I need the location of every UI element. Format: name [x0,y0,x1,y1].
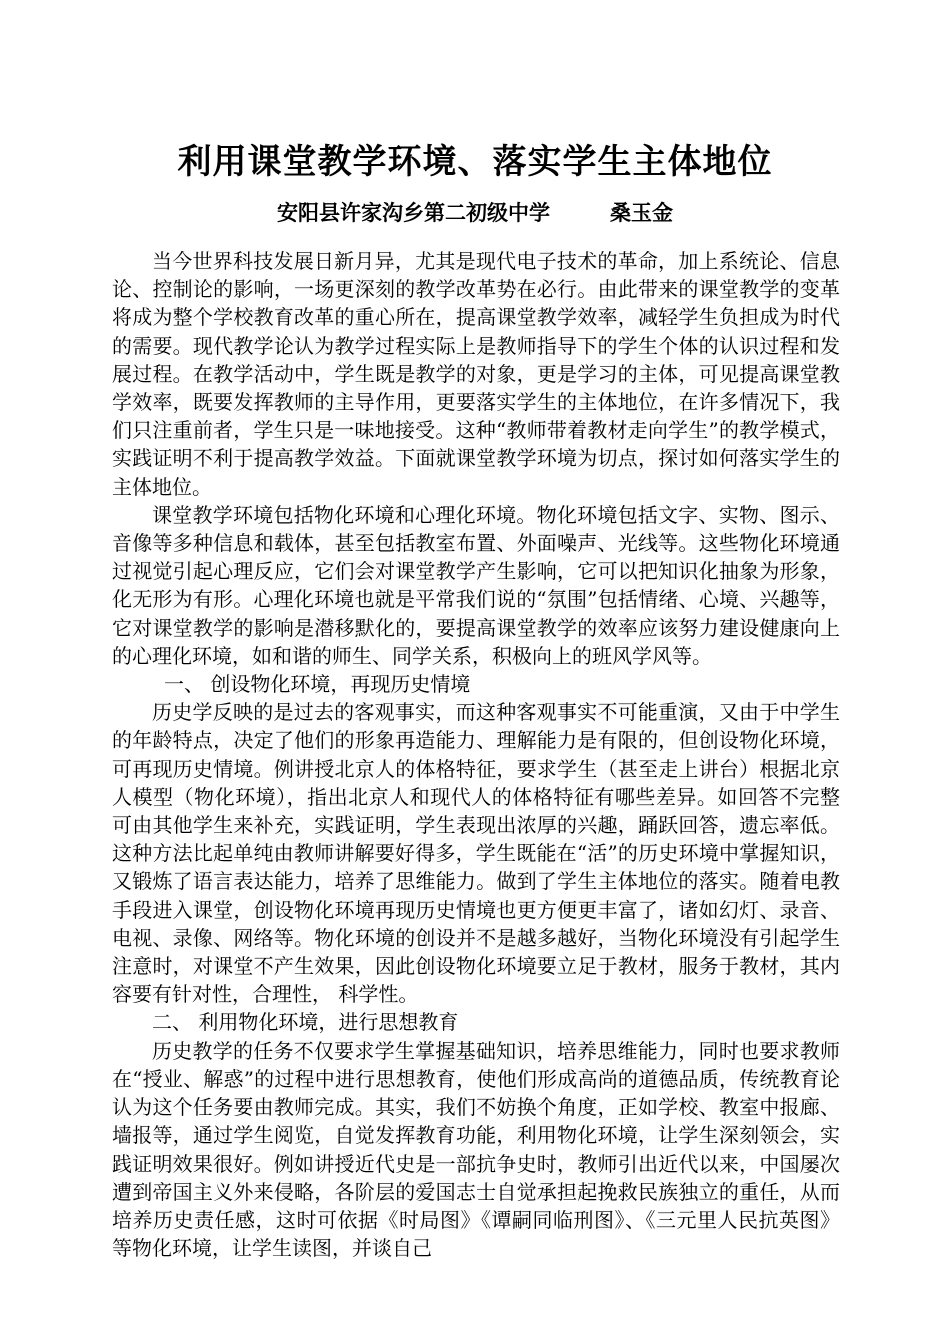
author-name: 桑玉金 [610,200,673,225]
section-heading: 一、 创设物化环境，再现历史情境 [164,672,471,697]
paragraph: 当今世界科技发展日新月异，尤其是现代电子技术的革命，加上系统论、信息论、控制论的影响，一场更深刻的教学改革势在必行。由此带来的课堂教学的变革将成为整个学校教育改革的重心所在，提高课堂教学效率，减轻学生负担成为时代的需要。现代教学论认为教学过程实际上是教师指导下的学生个体的认识过程和发展过程。在教学活动中，学生既是教学的对象，更是学习的主体，可见提高课堂教学效率，既要发挥教师的主导作用，更要落实学生的主体地位，在许多情况下，我们只注重前者，学生只是一味地接受。这种“教师带着教材走向学生”的教学模式，实践证明不利于提高教学效益。下面就课堂教学环境为切点，探讨如何落实学生的主体地位。 [112,249,840,499]
school-name: 安阳县许家沟乡第二初级中学 [277,200,550,225]
paragraph: 课堂教学环境包括物化环境和心理化环境。物化环境包括文字、实物、图示、音像等多种信息和载体，甚至包括教室布置、外面噪声、光线等。这些物化环境通过视觉引起心理反应，它们会对课堂教学产生影响，它可以把知识化抽象为形象，化无形为有形。心理化环境也就是平常我们说的“氛围”包括情绪、心境、兴趣等，它对课堂教学的影响是潜移默化的，要提高课堂教学的效率应该努力建设健康向上的心理化环境，如和谐的师生、同学关系，积极向上的班风学风等。 [112,502,840,668]
byline [0,198,950,228]
document-body [112,247,840,1262]
section-heading: 二、 利用物化环境，进行思想教育 [152,1010,459,1035]
paragraph: 历史教学的任务不仅要求学生掌握基础知识，培养思维能力，同时也要求教师在“授业、解惑”的过程中进行思想教育，使他们形成高尚的道德品质，传统教育论认为这个任务要由教师完成。其实，我们不妨换个角度，正如学校、教室中报廊、墙报等，通过学生阅览，自觉发挥教育功能，利用物化环境，让学生深刻领会，实践证明效果很好。例如讲授近代史是一部抗争史时，教师引出近代以来，中国屡次遭到帝国主义外来侵略，各阶层的爱国志士自觉承担起挽救民族独立的重任，从而培养历史责任感，这时可依据《时局图》《谭嗣同临刑图》、《三元里人民抗英图》等物化环境，让学生读图，并谈自己 [112,1038,840,1261]
paragraph: 历史学反映的是过去的客观事实，而这种客观事实不可能重演，又由于中学生的年龄特点，决定了他们的形象再造能力、理解能力是有限的，但创设物化环境，可再现历史情境。例讲授北京人的体格特征，要求学生（甚至走上讲台）根据北京人模型（物化环境），指出北京人和现代人的体格特征有哪些差异。如回答不完整可由其他学生来补充，实践证明，学生表现出浓厚的兴趣，踊跃回答，遗忘率低。这种方法比起单纯由教师讲解要好得多，学生既能在“活”的历史环境中掌握知识，又锻炼了语言表达能力，培养了思维能力。做到了学生主体地位的落实。随着电教手段进入课堂，创设物化环境再现历史情境也更方便更丰富了，诸如幻灯、录音、电视、录像、网络等。物化环境的创设并不是越多越好，当物化环境没有引起学生注意时，对课堂不产生效果，因此创设物化环境要立足于教材，服务于教材，其内容要有针对性，合理性， 科学性。 [112,700,840,1007]
document-title: 利用课堂教学环境、落实学生主体地位 [177,142,773,182]
